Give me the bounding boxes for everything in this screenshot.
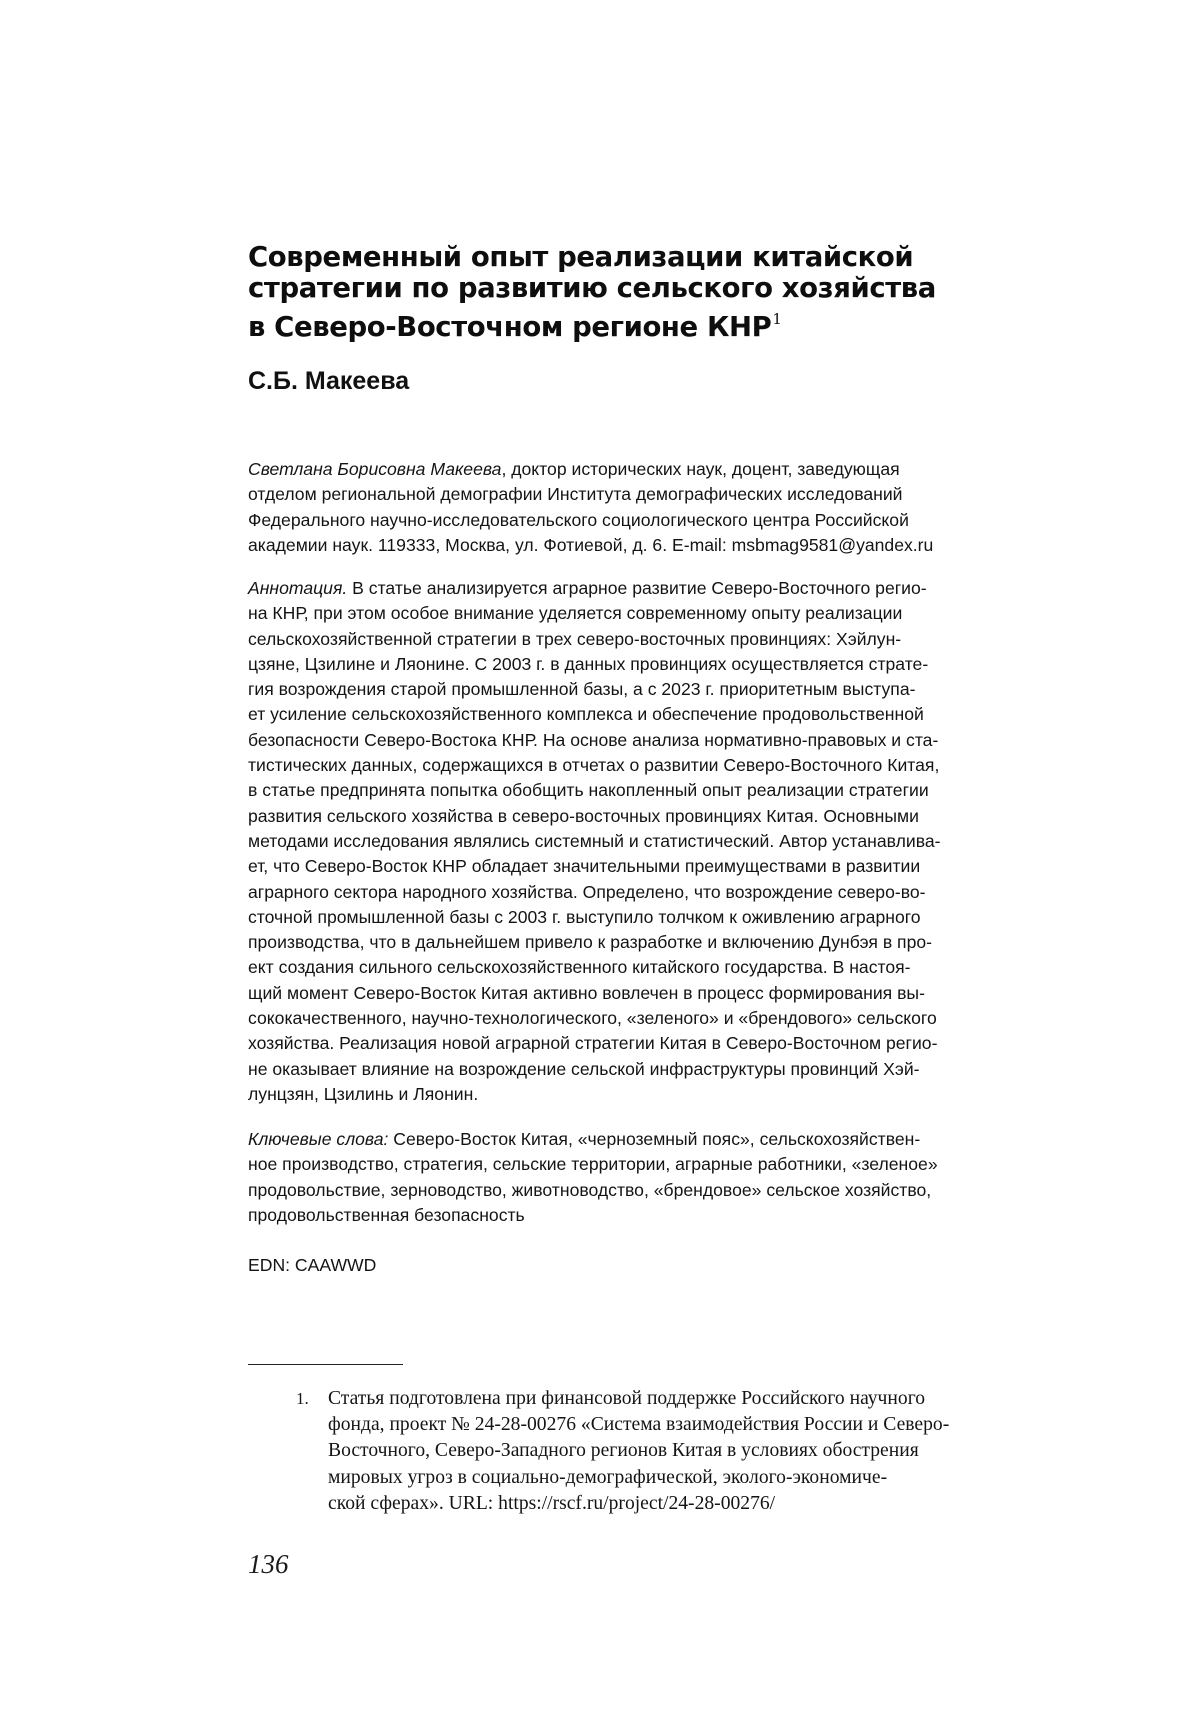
abstract-line: безопасности Северо-Востока КНР. На основе анализа нормативно-правовых и ста-: [248, 729, 939, 750]
page-number: 136: [248, 1549, 289, 1579]
abstract-line: цзяне, Цзилине и Ляонине. С 2003 г. в данных провинциях осуществляется страте-: [248, 653, 929, 674]
footnote-number: 1.: [296, 1389, 309, 1408]
affiliation-line: Федерального научно-исследовательского социологического центра Российской: [248, 509, 909, 530]
footnote-text: [328, 1386, 949, 1517]
abstract-line: развития сельского хозяйства в северо-восточных провинциях Китая. Основными: [248, 805, 919, 826]
article-title: [248, 242, 1008, 343]
author-name: С.Б. Макеева: [248, 367, 410, 395]
abstract: [248, 576, 1028, 1107]
abstract-line: производства, что в дальнейшем привело к разработке и включению Дунбэя в про-: [248, 932, 933, 953]
abstract-line: сельскохозяйственной стратегии в трех северо-восточных провинциях: Хэйлун-: [248, 628, 902, 649]
abstract-line: хозяйства. Реализация новой аграрной стратегии Китая в Северо-Восточном регио-: [248, 1033, 938, 1054]
keywords-line: [248, 1127, 1028, 1152]
abstract-line: методами исследования являлись системный и статистический. Автор устанавлива-: [248, 830, 941, 851]
footnote-line: фонда, проект № 24-28-00276 «Система взаимодействия России и Северо-: [328, 1414, 950, 1436]
footnote-line: Восточного, Северо-Западного регионов Китая в условиях обострения: [328, 1440, 919, 1462]
abstract-line: сококачественного, научно-технологического, «зеленого» и «брендового» сельского: [248, 1008, 937, 1029]
affiliation-text: , доктор исторических наук, доцент, заведующая: [501, 459, 900, 479]
edn-code: EDN: CAAWWD: [248, 1255, 377, 1275]
title-line: Современный опыт реализации китайской: [248, 241, 914, 273]
abstract-line: [248, 576, 1028, 601]
abstract-line: лунцзян, Цзилинь и Ляонин.: [248, 1083, 479, 1104]
abstract-line: сточной промышленной базы с 2003 г. выступило толчком к оживлению аграрного: [248, 906, 921, 927]
abstract-line: ет усиление сельскохозяйственного комплекса и обеспечение продовольственной: [248, 704, 924, 725]
affiliation-line: академии наук. 119333, Москва, ул. Фотиевой, д. 6. E-mail: msbmag9581@yandex.ru: [248, 534, 934, 555]
keywords: [248, 1127, 1028, 1228]
affiliation-line: [248, 457, 1028, 482]
abstract-line: ект создания сильного сельскохозяйственного китайского государства. В настоя-: [248, 957, 911, 978]
author-full-name: Светлана Борисовна Макеева: [248, 459, 502, 479]
footnote-line: мировых угроз в социально-демографической, эколого-экономиче-: [328, 1466, 888, 1488]
affiliation-line: отделом региональной демографии Института демографических исследований: [248, 484, 903, 505]
keywords-line: ное производство, стратегия, сельские территории, аграрные работники, «зеленое»: [248, 1154, 938, 1175]
abstract-line: гия возрождения старой промышленной базы, а с 2023 г. приоритетным выступа-: [248, 679, 916, 700]
abstract-line: щий момент Северо-Восток Китая активно вовлечен в процесс формирования вы-: [248, 982, 925, 1003]
footnote-line: Статья подготовлена при финансовой поддержке Российского научного: [328, 1388, 926, 1409]
title-line-text: в Северо-Восточном регионе КНР: [248, 311, 772, 343]
title-line: стратегии по развитию сельского хозяйства: [248, 272, 936, 304]
footnote-link-line[interactable]: ской сферах». URL: https://rscf.ru/project/24-28-00276/: [328, 1492, 776, 1514]
keywords-text: Северо-Восток Китая, «черноземный пояс», сельскохозяйствен-: [388, 1129, 921, 1149]
abstract-line: на КНР, при этом особое внимание уделяется современному опыту реализации: [248, 603, 903, 624]
abstract-line: не оказывает влияние на возрождение сельской инфраструктуры провинций Хэй-: [248, 1058, 920, 1079]
abstract-text: В статье анализируется аграрное развитие Северо-Восточного регио-: [347, 578, 927, 598]
abstract-line: тистических данных, содержащихся в отчетах о развитии Северо-Восточного Китая,: [248, 755, 940, 776]
abstract-line: ет, что Северо-Восток КНР обладает значительными преимуществами в развитии: [248, 856, 921, 877]
title-line: [248, 304, 1008, 343]
keywords-label: Ключевые слова:: [248, 1129, 389, 1149]
keywords-line: продовольствие, зерноводство, животноводство, «брендовое» сельское хозяйство,: [248, 1179, 932, 1200]
keywords-line: продовольственная безопасность: [248, 1204, 525, 1225]
abstract-line: аграрного сектора народного хозяйства. Определено, что возрождение северо-во-: [248, 881, 926, 902]
abstract-line: в статье предпринята попытка обобщить накопленный опыт реализации стратегии: [248, 780, 929, 801]
abstract-label: Аннотация.: [248, 578, 348, 598]
title-footnote-mark[interactable]: 1: [772, 310, 782, 328]
footnote-divider: [248, 1364, 403, 1365]
author-affiliation: [248, 457, 1028, 558]
